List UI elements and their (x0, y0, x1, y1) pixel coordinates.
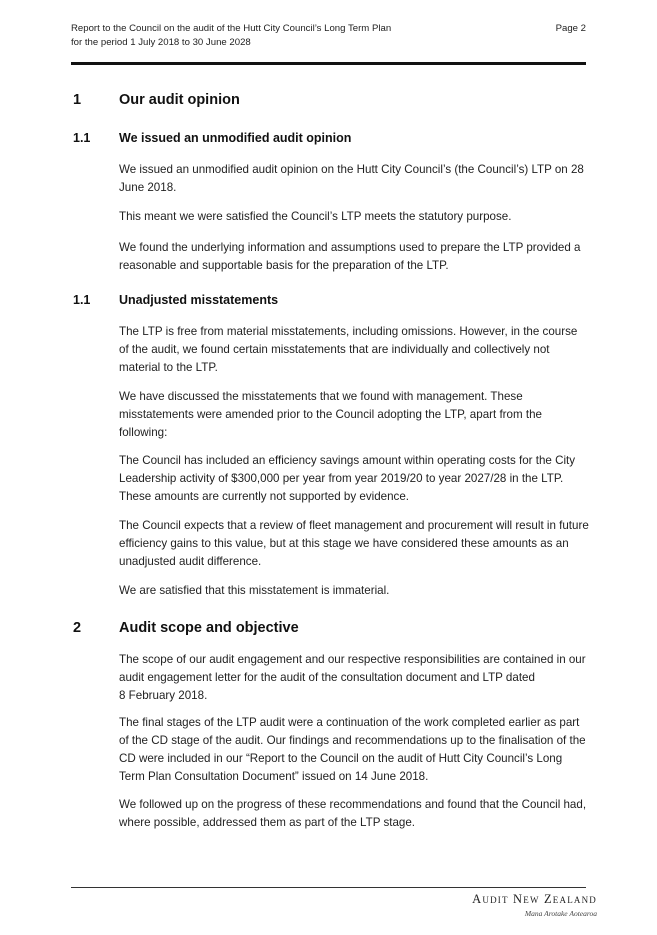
paragraph: We have discussed the misstatements that we found with management. These misstatements were amended prior to the Council adopting the LTP, apart from the following: (119, 390, 542, 439)
section-number: 1 (73, 92, 82, 108)
paragraph-text: 8 February 2018. (119, 689, 208, 702)
paragraph: The Council has included an efficiency savings amount within operating costs for the City Leadership activity of $300,000 per year from year 2019/20 to year 2027/28 in the LTP. These amounts are currently not supported by evidence. (119, 454, 576, 503)
paragraph: The final stages of the LTP audit were a continuation of the work completed earlier as part of the CD stage of the audit. Our findings and recommendations up to the finalisation of the CD were included in our “Report to the Council on the audit of Hutt City Council’s Long Term Plan Consultation Document” issued on 14 June 2018. (119, 716, 586, 783)
paragraph (119, 651, 589, 705)
paragraph: We found the underlying information and assumptions used to prepare the LTP provided a reasonable and supportable basis for the preparation of the LTP. (119, 241, 581, 272)
subsection-title: Unadjusted misstatements (119, 293, 279, 307)
logo-tagline: Mana Arotake Aotearoa (524, 909, 597, 918)
subsection-title: We issued an unmodified audit opinion (119, 131, 352, 145)
paragraph-text: The scope of our audit engagement and our respective responsibilities are contained in our audit engagement letter for the audit of the consultation document and LTP dated (119, 653, 586, 684)
page-header (71, 22, 586, 50)
subsection-number: 1.1 (73, 293, 91, 307)
page-number: Page 2 (555, 23, 586, 34)
audit-nz-logo (472, 892, 597, 918)
section-title: Our audit opinion (119, 92, 240, 108)
paragraph: We followed up on the progress of these recommendations and found that the Council had, where possible, addressed them as part of the LTP stage. (119, 798, 587, 829)
footer-divider (71, 887, 586, 888)
section-title: Audit scope and objective (119, 620, 299, 636)
paragraph: This meant we were satisfied the Council’s LTP meets the statutory purpose. (119, 210, 512, 223)
section-number: 2 (73, 620, 82, 636)
logo-name: Audit New Zealand (472, 892, 597, 906)
header-divider (71, 62, 586, 65)
paragraph: We are satisfied that this misstatement is immaterial. (119, 584, 390, 597)
header-report-period: for the period 1 July 2018 to 30 June 2028 (71, 37, 251, 48)
subsection-number: 1.1 (73, 131, 91, 145)
paragraph: We issued an unmodified audit opinion on the Hutt City Council’s (the Council’s) LTP on 28 June 2018. (119, 163, 584, 194)
header-report-title: Report to the Council on the audit of the Hutt City Council’s Long Term Plan (71, 23, 392, 34)
paragraph: The LTP is free from material misstatements, including omissions. However, in the course of the audit, we found certain misstatements that are individually and collectively not material to the LTP. (119, 325, 578, 374)
paragraph: The Council expects that a review of fleet management and procurement will result in future efficiency gains to this value, but at this stage we have considered these amounts as an unadjusted audit difference. (119, 519, 589, 568)
